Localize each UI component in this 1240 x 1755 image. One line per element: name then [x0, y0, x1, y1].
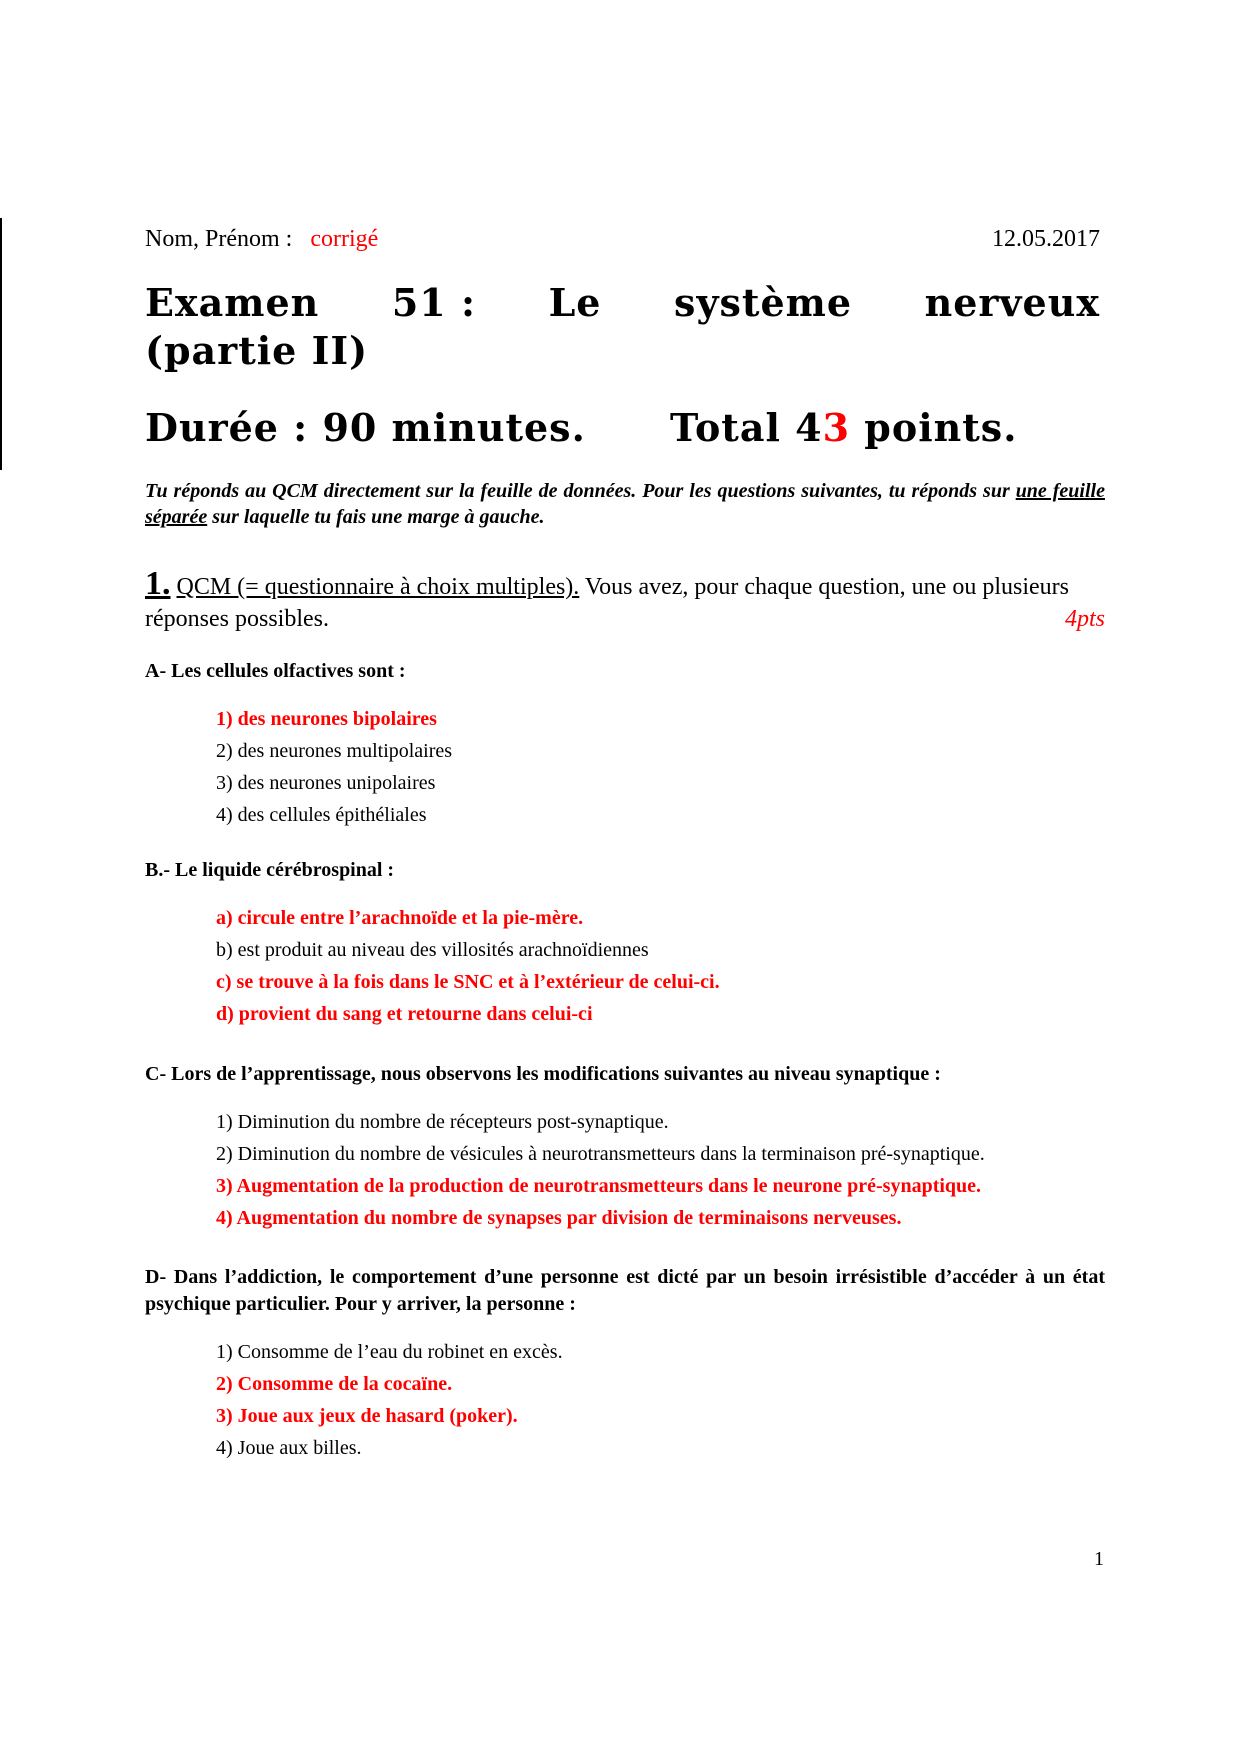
exam-title-line2: (partie II): [145, 328, 369, 373]
question-heading: C- Lors de l’apprentissage, nous observons les modifications suivantes au niveau synaptique :: [145, 1063, 941, 1085]
question-heading: A- Les cellules olfactives sont :: [145, 660, 406, 682]
answer-option: 1) Consomme de l’eau du robinet en excès.: [216, 1341, 563, 1363]
answer-option: 4) Joue aux billes.: [216, 1437, 362, 1459]
margin-line: [0, 218, 2, 470]
date: 12.05.2017: [992, 226, 1100, 252]
question-heading: D- Dans l’addiction, le comportement d’une personne est dicté par un besoin irrésistible d’accéder à un état psychique particulier. Pour y arriver, la personne :: [145, 1266, 1105, 1315]
section-number: 1.: [145, 565, 171, 602]
instructions: [145, 478, 1105, 530]
answer-option-correct: 2) Consomme de la cocaïne.: [216, 1373, 453, 1395]
title-word: nerveux: [924, 280, 1100, 325]
total-prefix: Total 4: [670, 405, 823, 450]
header: [145, 226, 1100, 253]
answer-option: 2) Diminution du nombre de vésicules à neurotransmetteurs dans la terminaison pré-synaptique.: [216, 1143, 985, 1165]
question-heading: B.- Le liquide cérébrospinal :: [145, 859, 395, 881]
answer-option-correct: d) provient du sang et retourne dans celui-ci: [216, 1003, 593, 1025]
instr-text: sur laquelle tu fais une marge à gauche.: [207, 506, 545, 528]
total-suffix: points.: [850, 405, 1018, 450]
duration-total: [145, 405, 1100, 450]
name-label: Nom, Prénom :: [145, 226, 293, 252]
section-points: 4pts: [1064, 606, 1105, 632]
section-1: [145, 565, 1105, 635]
answer-option-correct: 3) Augmentation de la production de neurotransmetteurs dans le neurone pré-synaptique.: [216, 1175, 982, 1197]
answer-option-correct: a) circule entre l’arachnoïde et la pie-mère.: [216, 907, 584, 929]
section-text: Vous avez, pour chaque question, une ou plusieurs réponses possibles.: [145, 574, 1069, 632]
title-word: système: [674, 280, 853, 325]
title-word: 51 :: [391, 280, 476, 325]
exam-title: [145, 280, 1100, 325]
instr-text: Tu réponds au QCM directement sur la feuille de données. Pour les questions suivantes, tu réponds sur: [145, 480, 1016, 502]
answer-option-correct: 3) Joue aux jeux de hasard (poker).: [216, 1405, 518, 1427]
duration: Durée : 90 minutes.: [145, 405, 586, 450]
answer-option-correct: c) se trouve à la fois dans le SNC et à l’extérieur de celui-ci.: [216, 971, 720, 993]
answer-option-correct: 4) Augmentation du nombre de synapses par division de terminaisons nerveuses.: [216, 1207, 902, 1229]
answer-option: 1) Diminution du nombre de récepteurs post-synaptique.: [216, 1111, 669, 1133]
answer-option: b) est produit au niveau des villosités arachnoïdiennes: [216, 939, 649, 961]
instr-underlined: une feuille séparée: [145, 480, 1105, 528]
title-word: Examen: [145, 280, 320, 325]
title-word: Le: [548, 280, 602, 325]
page-number: 1: [1094, 1548, 1104, 1570]
section-label: QCM (= questionnaire à choix multiples).: [176, 574, 580, 600]
answer-option-correct: 1) des neurones bipolaires: [216, 708, 437, 730]
name-value: corrigé: [310, 226, 379, 252]
total-red-digit: 3: [822, 405, 851, 450]
answer-option: 4) des cellules épithéliales: [216, 804, 427, 826]
answer-option: 2) des neurones multipolaires: [216, 740, 453, 762]
answer-option: 3) des neurones unipolaires: [216, 772, 436, 794]
